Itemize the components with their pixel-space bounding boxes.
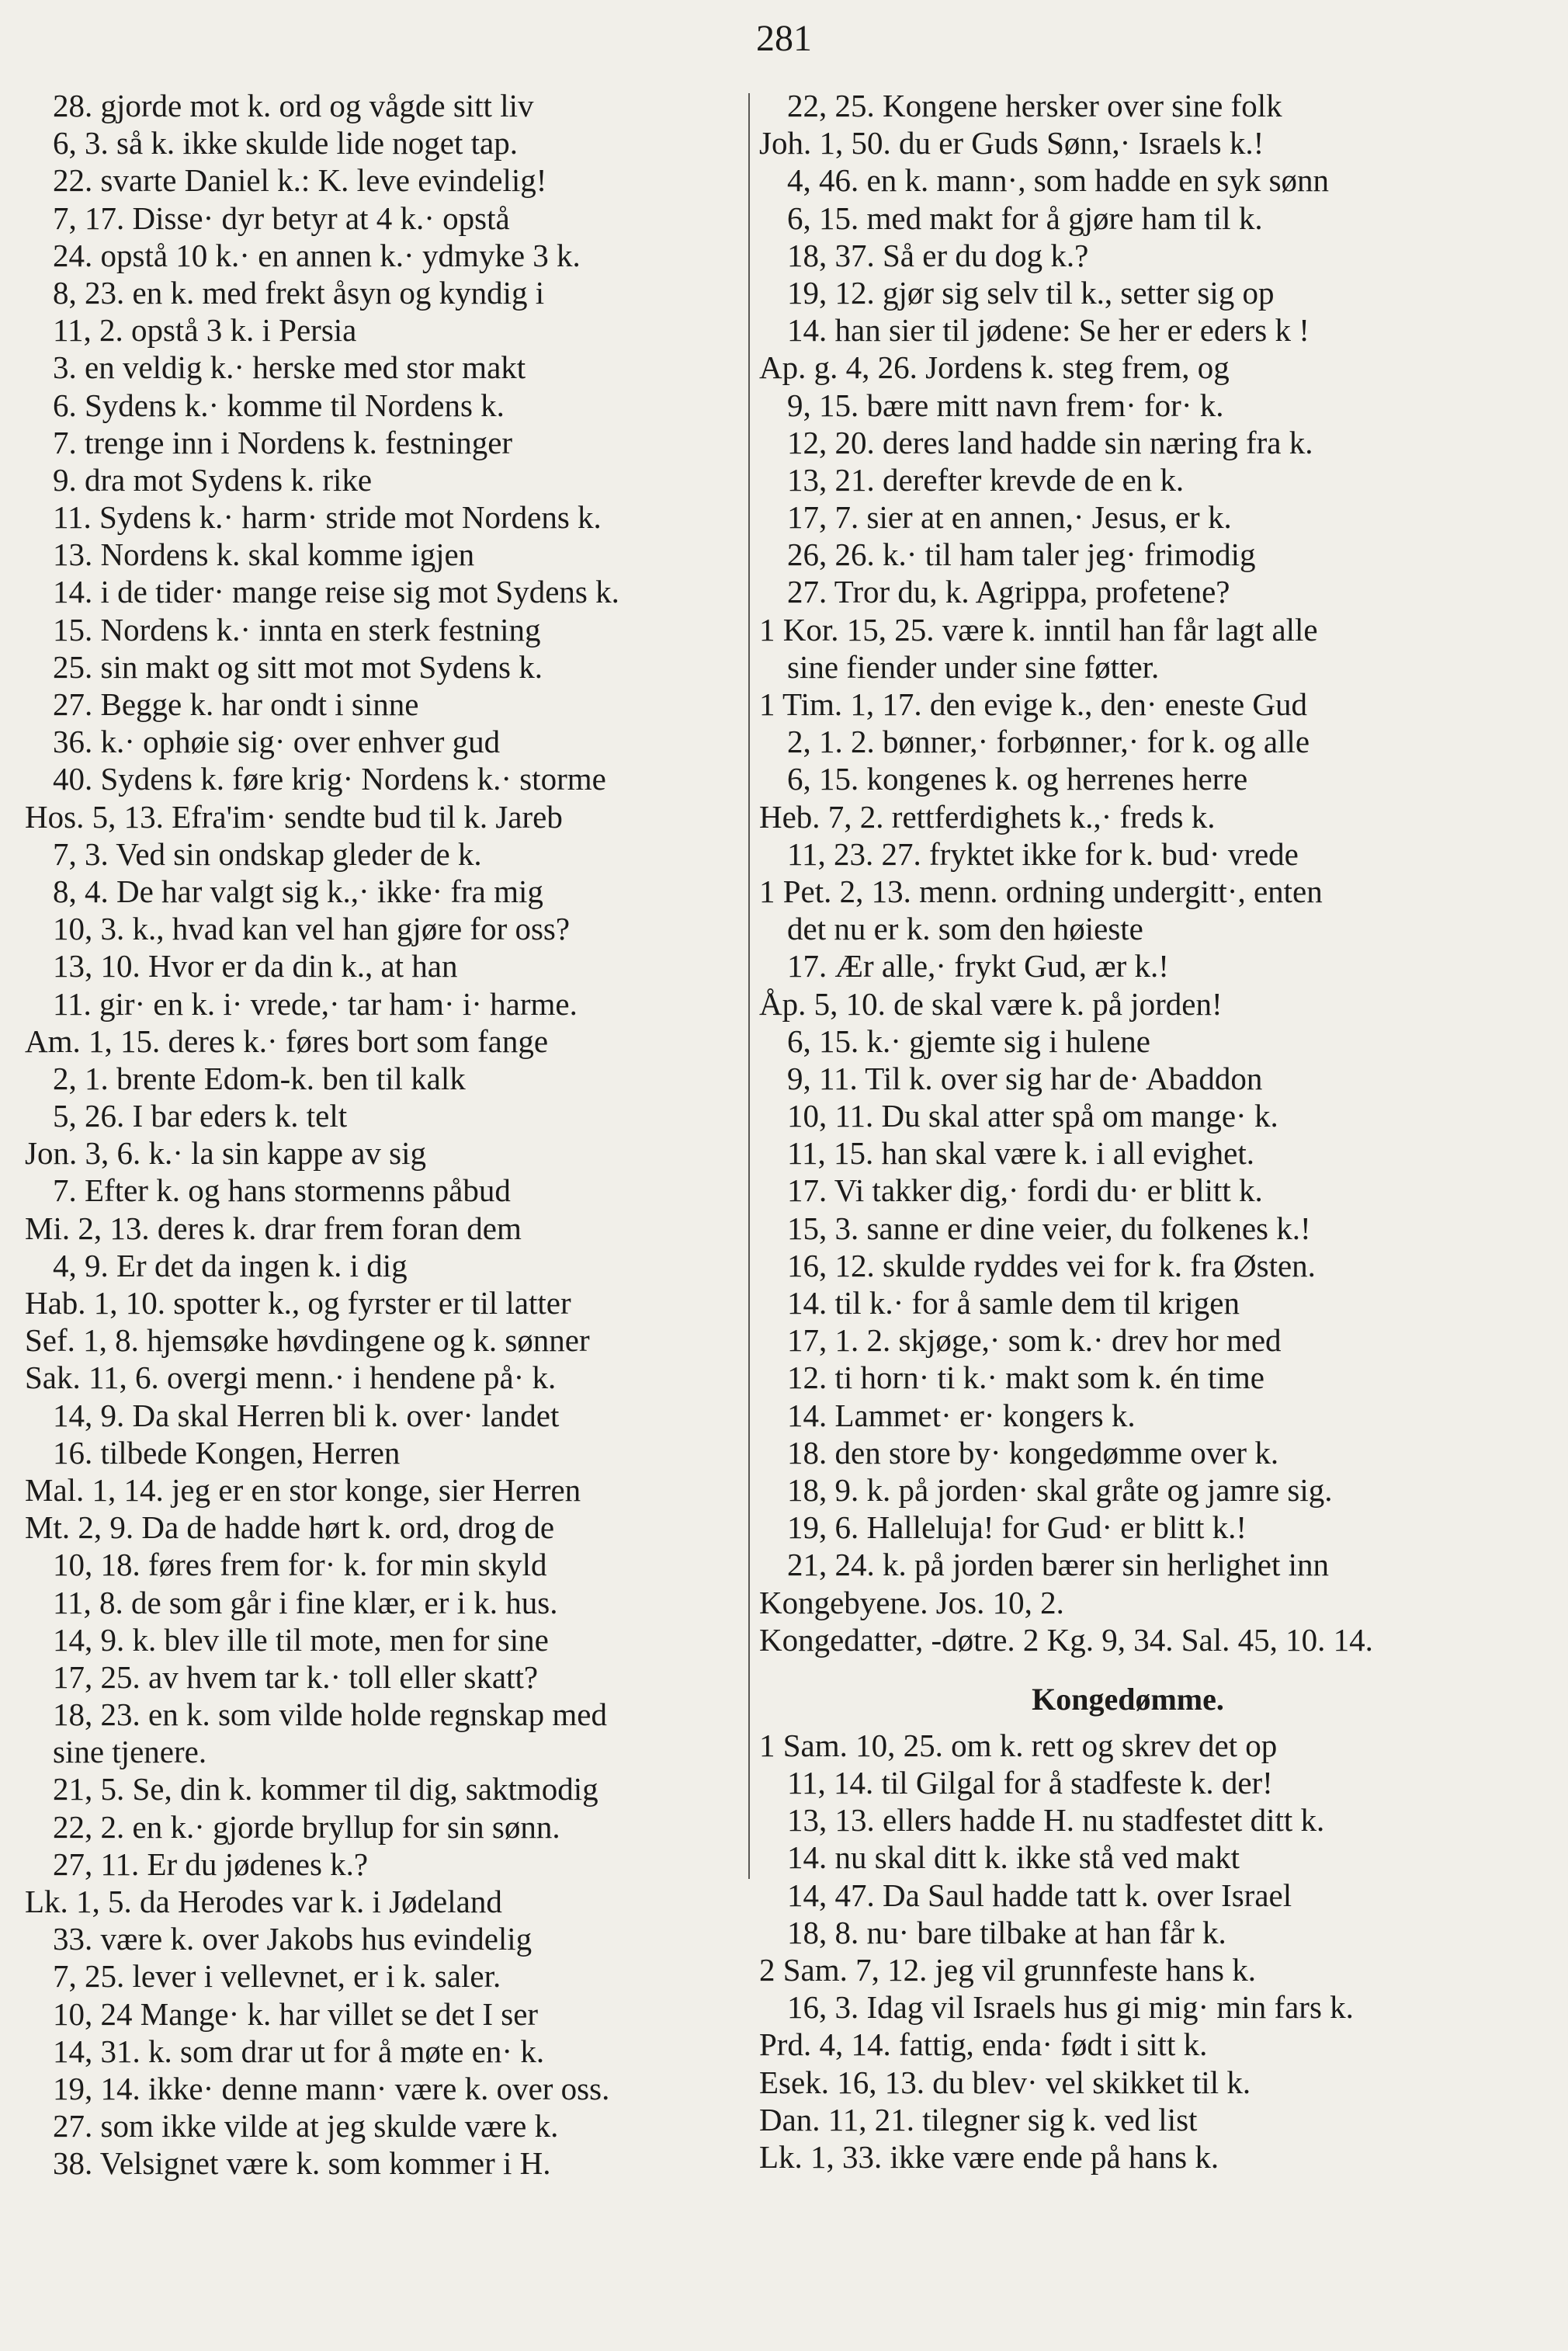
- left-column: [25, 87, 747, 2183]
- entry-line: 6, 15. k.· gjemte sig i hulene: [787, 1023, 1150, 1059]
- entry-line: 7, 3. Ved sin ondskap gleder de k.: [53, 835, 482, 872]
- entry-line: 7. Efter k. og hans stormenns påbud: [53, 1172, 511, 1209]
- page-number: 281: [756, 18, 812, 59]
- entry-line: 10, 11. Du skal atter spå om mange· k.: [787, 1098, 1278, 1134]
- entry-line: Dan. 11, 21. tilegner sig k. ved list: [759, 2101, 1198, 2137]
- entry-line: 27. Tror du, k. Agrippa, profetene?: [787, 574, 1230, 610]
- entry-line: 18, 23. en k. som vilde holde regnskap med: [53, 1696, 607, 1733]
- entry-line: 27. Begge k. har ondt i sinne: [53, 686, 419, 722]
- entry-line: 27, 11. Er du jødenes k.?: [53, 1846, 369, 1882]
- entry-line: Åp. 5, 10. de skal være k. på jorden!: [759, 985, 1223, 1022]
- entry-line: 16. tilbede Kongen, Herren: [53, 1434, 401, 1471]
- entry-line: det nu er k. som den høieste: [787, 911, 1143, 947]
- entry-line: 6. Sydens k.· komme til Nordens k.: [53, 387, 505, 423]
- entry-line: 14, 9. k. blev ille til mote, men for sine: [53, 1621, 549, 1658]
- entry-line: 27. som ikke vilde at jeg skulde være k.: [53, 2108, 559, 2144]
- entry-line: 17. Vi takker dig,· fordi du· er blitt k.: [787, 1172, 1263, 1209]
- entry-line: 28. gjorde mot k. ord og vågde sitt liv: [53, 88, 534, 123]
- entry-line: 14. i de tider· mange reise sig mot Sydens k.: [53, 574, 619, 610]
- entry-line: 13, 13. ellers hadde H. nu stadfestet ditt k.: [787, 1802, 1325, 1839]
- entry-line: 8, 23. en k. med frekt åsyn og kyndig i: [53, 274, 545, 311]
- entry-line: Kongedatter, -døtre. 2 Kg. 9, 34. Sal. 45, 10. 14.: [759, 1621, 1373, 1658]
- right-column: [759, 87, 1543, 2176]
- entry-line: 1 Sam. 10, 25. om k. rett og skrev det op: [759, 1727, 1278, 1763]
- entry-line: Lk. 1, 33. ikke være ende på hans k.: [759, 2138, 1219, 2175]
- entry-line: 15, 3. sanne er dine veier, du folkenes k.!: [787, 1210, 1311, 1246]
- entry-line: Heb. 7, 2. rettferdighets k.,· freds k.: [759, 798, 1216, 835]
- entry-line: 8, 4. De har valgt sig k.,· ikke· fra mig: [53, 873, 543, 909]
- entry-line: 9, 15. bære mitt navn frem· for· k.: [787, 387, 1224, 423]
- entry-line: Ap. g. 4, 26. Jordens k. steg frem, og: [759, 349, 1230, 386]
- entry-line: 10, 18. føres frem for· k. for min skyld: [53, 1547, 547, 1583]
- entry-line: Mi. 2, 13. deres k. drar frem foran dem: [25, 1210, 522, 1246]
- entry-line: 11, 8. de som går i fine klær, er i k. hus.: [53, 1584, 558, 1620]
- entry-line: Sef. 1, 8. hjemsøke høvdingene og k. sønner: [25, 1322, 590, 1359]
- entry-line: 7, 25. lever i vellevnet, er i k. saler.: [53, 1958, 501, 1995]
- entry-line: 7. trenge inn i Nordens k. festninger: [53, 424, 513, 460]
- entry-line: 18, 9. k. på jorden· skal gråte og jamre sig.: [787, 1471, 1333, 1508]
- entry-line: 2 Sam. 7, 12. jeg vil grunnfeste hans k.: [759, 1952, 1256, 1988]
- entry-line: 17, 7. sier at en annen,· Jesus, er k.: [787, 499, 1232, 536]
- entry-line: 4, 46. en k. mann·, som hadde en syk sønn: [787, 162, 1330, 199]
- entry-line: 11, 15. han skal være k. i all evighet.: [787, 1135, 1254, 1172]
- entry-line: 11, 23. 27. fryktet ikke for k. bud· vrede: [787, 835, 1299, 872]
- entry-line: 9. dra mot Sydens k. rike: [53, 461, 373, 498]
- entry-line: 13, 10. Hvor er da din k., at han: [53, 948, 458, 985]
- entry-line: Hos. 5, 13. Efra'im· sendte bud til k. Jareb: [25, 798, 563, 835]
- entry-line: 14. nu skal ditt k. ikke stå ved makt: [787, 1839, 1240, 1876]
- entry-line: 12. ti horn· ti k.· makt som k. én time: [787, 1360, 1264, 1396]
- entry-line: 3. en veldig k.· herske med stor makt: [53, 349, 526, 386]
- entry-line: 6, 15. kongenes k. og herrenes herre: [787, 761, 1248, 797]
- entry-line: 11. gir· en k. i· vrede,· tar ham· i· harme.: [53, 985, 578, 1022]
- entry-line: 17, 1. 2. skjøge,· som k.· drev hor med: [787, 1322, 1282, 1359]
- entry-line: 9, 11. Til k. over sig har de· Abaddon: [787, 1060, 1263, 1096]
- entry-line: 13, 21. derefter krevde de en k.: [787, 461, 1185, 498]
- entry-line: 14, 9. Da skal Herren bli k. over· landet: [53, 1397, 560, 1433]
- entry-line: 14, 47. Da Saul hadde tatt k. over Israel: [787, 1877, 1292, 1913]
- entry-line: 14. han sier til jødene: Se her er eders k !: [787, 312, 1310, 349]
- entry-line: 11. Sydens k.· harm· stride mot Nordens k.: [53, 499, 602, 536]
- entry-line: 4, 9. Er det da ingen k. i dig: [53, 1247, 408, 1283]
- entry-line: Hab. 1, 10. spotter k., og fyrster er til latter: [25, 1285, 571, 1321]
- entry-line: 2, 1. brente Edom-k. ben til kalk: [53, 1060, 466, 1096]
- entry-line: Am. 1, 15. deres k.· føres bort som fange: [25, 1023, 549, 1059]
- entry-line: 13. Nordens k. skal komme igjen: [53, 537, 475, 573]
- entry-line: 33. være k. over Jakobs hus evindelig: [53, 1921, 532, 1957]
- entry-line: Sak. 11, 6. overgi menn.· i hendene på· k.: [25, 1360, 557, 1396]
- entry-line: 40. Sydens k. føre krig· Nordens k.· storme: [53, 761, 606, 797]
- entry-line: 19, 6. Halleluja! for Gud· er blitt k.!: [787, 1509, 1247, 1546]
- entry-line: Lk. 1, 5. da Herodes var k. i Jødeland: [25, 1884, 502, 1919]
- entry-line: 1 Pet. 2, 13. menn. ordning undergitt·, enten: [759, 873, 1323, 909]
- entry-line: 21, 24. k. på jorden bærer sin herlighet inn: [787, 1547, 1330, 1583]
- entry-line: 6, 3. så k. ikke skulde lide noget tap.: [53, 125, 518, 161]
- entry-line: 25. sin makt og sitt mot mot Sydens k.: [53, 648, 543, 685]
- entry-line: 10, 3. k., hvad kan vel han gjøre for oss?: [53, 911, 571, 947]
- entry-line: 17, 25. av hvem tar k.· toll eller skatt?: [53, 1658, 539, 1695]
- entry-line: 11, 2. opstå 3 k. i Persia: [53, 312, 357, 349]
- entry-line: 22. svarte Daniel k.: K. leve evindelig!: [53, 162, 547, 199]
- entry-line: 12, 20. deres land hadde sin næring fra k.: [787, 424, 1313, 460]
- entry-line: sine tjenere.: [53, 1734, 207, 1770]
- entry-line: Mt. 2, 9. Da de hadde hørt k. ord, drog de: [25, 1509, 555, 1546]
- entry-line: 7, 17. Disse· dyr betyr at 4 k.· opstå: [53, 200, 510, 236]
- entry-line: 2, 1. 2. bønner,· forbønner,· for k. og alle: [787, 724, 1310, 760]
- entry-line: Joh. 1, 50. du er Guds Sønn,· Israels k.!: [759, 125, 1264, 161]
- entry-line: 18, 8. nu· bare tilbake at han får k.: [787, 1914, 1226, 1950]
- entry-line: 38. Velsignet være k. som kommer i H.: [53, 2145, 551, 2182]
- entry-line: sine fiender under sine føtter.: [787, 648, 1160, 685]
- entry-line: 18. den store by· kongedømme over k.: [787, 1434, 1279, 1471]
- entry-line: 11, 14. til Gilgal for å stadfeste k. der!: [787, 1765, 1273, 1801]
- section-heading: Kongedømme.: [1032, 1681, 1224, 1717]
- entry-line: 10, 24 Mange· k. har villet se det I ser: [53, 1995, 539, 2032]
- entry-line: 1 Tim. 1, 17. den evige k., den· eneste Gud: [759, 686, 1308, 722]
- entry-line: 5, 26. I bar eders k. telt: [53, 1098, 348, 1134]
- entry-line: 14. Lammet· er· kongers k.: [787, 1397, 1136, 1433]
- entry-line: 21, 5. Se, din k. kommer til dig, saktmodig: [53, 1771, 598, 1808]
- entry-line: 1 Kor. 15, 25. være k. inntil han får lagt alle: [759, 611, 1318, 648]
- entry-line: 14, 31. k. som drar ut for å møte en· k.: [53, 2033, 545, 2069]
- entry-line: Kongebyene. Jos. 10, 2.: [759, 1584, 1064, 1620]
- entry-line: 15. Nordens k.· innta en sterk festning: [53, 611, 541, 648]
- entry-line: 17. Ær alle,· frykt Gud, ær k.!: [787, 948, 1169, 985]
- entry-line: 22, 2. en k.· gjorde bryllup for sin sønn.: [53, 1808, 560, 1845]
- entry-line: 19, 12. gjør sig selv til k., setter sig op: [787, 274, 1275, 311]
- entry-line: 22, 25. Kongene hersker over sine folk: [787, 88, 1282, 123]
- entry-line: 26, 26. k.· til ham taler jeg· frimodig: [787, 537, 1256, 573]
- entry-line: 16, 12. skulde ryddes vei for k. fra Østen.: [787, 1247, 1316, 1283]
- entry-line: 16, 3. Idag vil Israels hus gi mig· min fars k.: [787, 1989, 1354, 2026]
- entry-line: 6, 15. med makt for å gjøre ham til k.: [787, 200, 1263, 236]
- entry-line: Esek. 16, 13. du blev· vel skikket til k.: [759, 2064, 1251, 2100]
- entry-line: Mal. 1, 14. jeg er en stor konge, sier Herren: [25, 1471, 581, 1508]
- entry-line: 14. til k.· for å samle dem til krigen: [787, 1285, 1240, 1321]
- entry-line: Jon. 3, 6. k.· la sin kappe av sig: [25, 1135, 426, 1172]
- entry-line: 24. opstå 10 k.· en annen k.· ydmyke 3 k.: [53, 237, 581, 273]
- entry-line: Prd. 4, 14. fattig, enda· født i sitt k.: [759, 2026, 1208, 2063]
- entry-line: 36. k.· ophøie sig· over enhver gud: [53, 724, 501, 760]
- entry-line: 19, 14. ikke· denne mann· være k. over oss.: [53, 2070, 610, 2106]
- column-divider: [748, 93, 750, 1879]
- entry-line: 18, 37. Så er du dog k.?: [787, 237, 1089, 273]
